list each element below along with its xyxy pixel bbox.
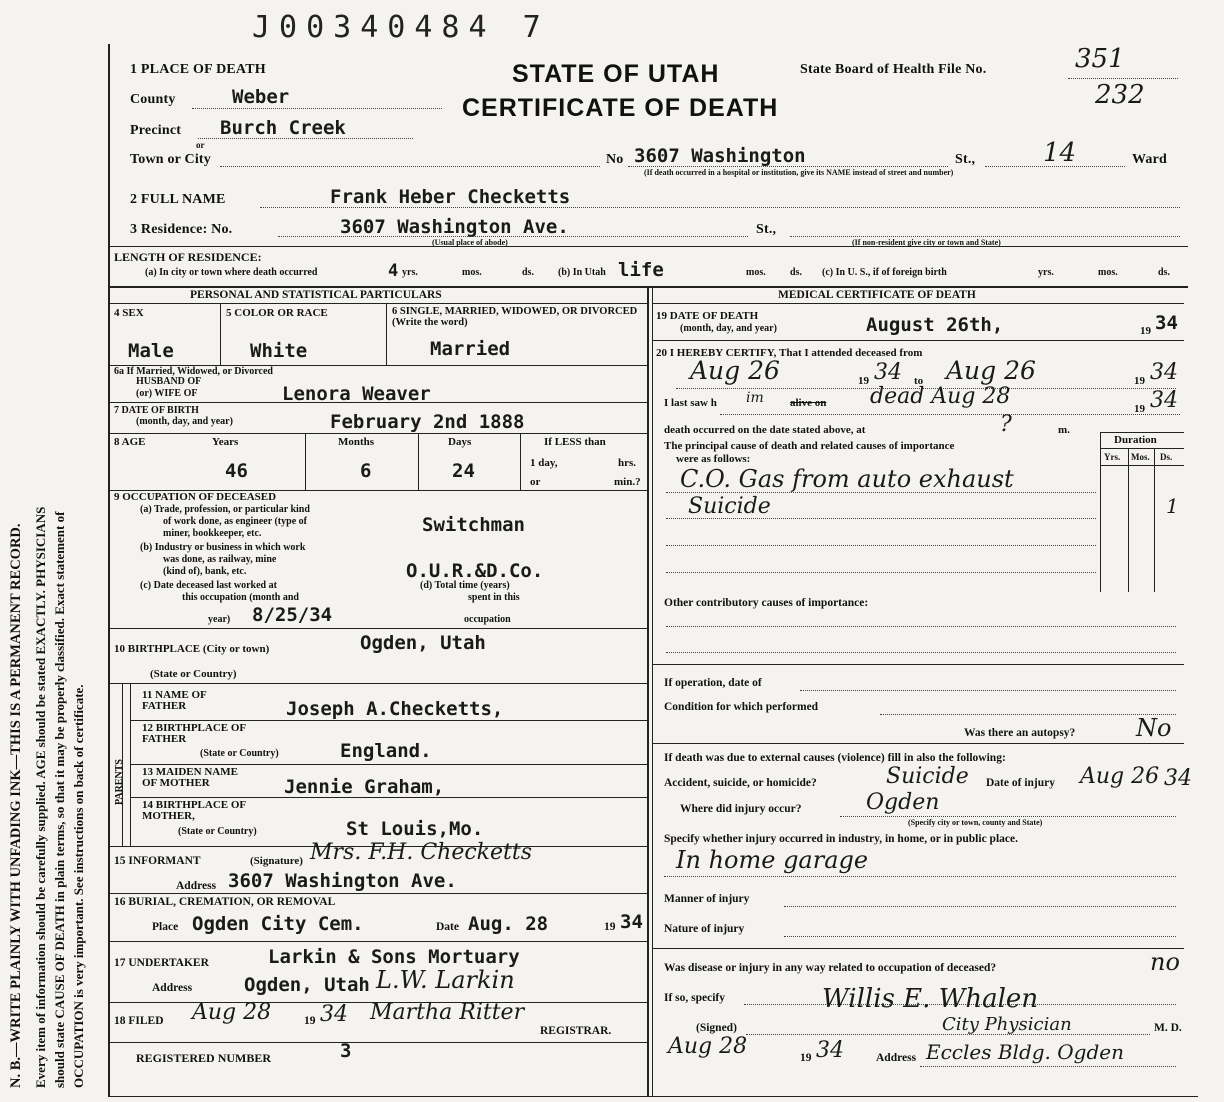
residence-value: 3607 Washington Ave. xyxy=(340,216,569,238)
mother-value: Jennie Graham, xyxy=(284,776,445,798)
county-label: County xyxy=(130,92,176,107)
spouse-value: Lenora Weaver xyxy=(282,383,431,405)
where-note: (Specify city or town, county and State) xyxy=(908,818,1043,827)
last-saw-label: I last saw h xyxy=(664,397,717,409)
burial-year-prefix: 19 xyxy=(604,921,616,933)
undertaker-signature: L.W. Larkin xyxy=(376,966,515,994)
father-birth-label: 12 BIRTHPLACE OF FATHER xyxy=(142,722,246,745)
attended-to: Aug 26 xyxy=(946,356,1036,385)
duration-mos: Mos. xyxy=(1131,452,1150,462)
yrs-label: yrs. xyxy=(402,267,418,278)
cause-1: C.O. Gas from auto exhaust xyxy=(680,465,1014,493)
external-label: If death was due to external causes (violence) fill in also the following: xyxy=(664,752,1006,764)
ward-value: 14 xyxy=(1043,138,1077,168)
burial-label: 16 BURIAL, CREMATION, OR REMOVAL xyxy=(114,896,336,908)
occurred-label: death occurred on the date stated above, at xyxy=(664,424,866,436)
sex-label: 4 SEX xyxy=(114,307,144,319)
manner-value: Suicide xyxy=(886,764,969,789)
dob-label: 7 DATE OF BIRTH xyxy=(114,405,199,416)
color-label: 5 COLOR OR RACE xyxy=(226,307,328,319)
dob-sub: (month, day, and year) xyxy=(136,416,233,427)
mos-label-2: mos. xyxy=(746,267,766,278)
nature-label: Nature of injury xyxy=(664,923,745,935)
file-number: 351 xyxy=(1075,44,1125,74)
registered-number: 3 xyxy=(340,1040,352,1062)
signature-label: (Signature) xyxy=(250,855,303,867)
related-value: no xyxy=(1150,948,1180,976)
last-saw-year-prefix: 19 xyxy=(1134,403,1145,415)
yrs-label-3: yrs. xyxy=(1038,267,1054,278)
length-b-label: (b) In Utah xyxy=(558,267,606,278)
cause-label-2: were as follows: xyxy=(676,453,751,465)
column-divider-2 xyxy=(652,286,653,1096)
condition-label: Condition for which performed xyxy=(664,701,819,713)
m-label: m. xyxy=(1058,424,1070,436)
state-title: STATE OF UTAH xyxy=(512,60,720,88)
father-birth-sub: (State or Country) xyxy=(200,748,279,759)
residence-st-label: St., xyxy=(756,222,777,237)
days-label: Days xyxy=(448,436,472,448)
undertaker-address: Ogden, Utah xyxy=(244,974,370,996)
usual-note: (Usual place of abode) xyxy=(432,238,508,247)
color-value: White xyxy=(250,340,308,362)
day-label: 1 day, xyxy=(530,457,558,469)
father-value: Joseph A.Checketts, xyxy=(286,698,504,720)
length-label: LENGTH OF RESIDENCE: xyxy=(114,250,262,264)
physician-signature: Willis E. Whalen xyxy=(822,984,1039,1014)
occ-c2: this occupation (month and xyxy=(182,592,299,603)
occ-d3: occupation xyxy=(464,614,511,625)
signed-label: (Signed) xyxy=(696,1022,737,1034)
where-value: Ogden xyxy=(866,790,940,815)
father-birth-value: England. xyxy=(340,740,432,762)
hospital-note: (If death occurred in a hospital or institution, give its NAME instead of street and number) xyxy=(644,168,954,177)
ifso-label: If so, specify xyxy=(664,992,726,1004)
specify-value: In home garage xyxy=(676,846,869,874)
file-number-2: 232 xyxy=(1095,80,1145,110)
side-note-2: Every item of information should be carefully supplied. AGE should be stated EXACTLY. PHYSICIANS xyxy=(33,506,48,1088)
mos-label: mos. xyxy=(462,267,482,278)
st-label: St., xyxy=(955,152,976,167)
length-c-label: (c) In U. S., if of foreign birth xyxy=(822,267,947,278)
registrar-signature: Martha Ritter xyxy=(370,1000,525,1025)
undertaker-address-label: Address xyxy=(152,982,193,994)
attended-to-year: 34 xyxy=(1150,360,1178,385)
occ-b2: was done, as railway, mine xyxy=(163,554,277,565)
informant-signature: Mrs. F.H. Checketts xyxy=(310,840,532,865)
years-label: Years xyxy=(212,436,239,448)
injury-year: 34 xyxy=(1164,766,1192,791)
filed-label: 18 FILED xyxy=(114,1015,164,1027)
burial-date-label: Date xyxy=(436,921,459,933)
operation-label: If operation, date of xyxy=(664,677,762,689)
undertaker-label: 17 UNDERTAKER xyxy=(114,957,209,969)
sex-value: Male xyxy=(128,340,174,362)
birthplace-value: Ogden, Utah xyxy=(360,632,486,654)
certificate-title: CERTIFICATE OF DEATH xyxy=(462,94,779,122)
cause-label-1: The principal cause of death and related causes of importance xyxy=(664,440,955,452)
mother-label: 13 MAIDEN NAME OF MOTHER xyxy=(142,766,238,789)
residence-label: 3 Residence: No. xyxy=(130,222,233,237)
attended-from-year: 34 xyxy=(874,360,902,385)
divider-residence xyxy=(108,246,1188,247)
ds-label-3: ds. xyxy=(1158,267,1170,278)
spouse-label-2: HUSBAND OF xyxy=(136,376,202,387)
last-worked-value: 8/25/34 xyxy=(252,604,333,626)
dod-value: August 26th, xyxy=(866,314,1004,336)
attended-from-year-prefix: 19 xyxy=(858,375,869,387)
filed-year: 34 xyxy=(320,1002,348,1027)
dod-year-prefix: 19 xyxy=(1140,325,1151,337)
medical-heading: MEDICAL CERTIFICATE OF DEATH xyxy=(778,289,976,301)
informant-address: 3607 Washington Ave. xyxy=(228,870,457,892)
occurred-time: ? xyxy=(1000,412,1012,437)
marital-label-text: 6 SINGLE, MARRIED, WIDOWED, OR DIVORCED (Write the word) xyxy=(392,306,638,328)
last-saw-year: 34 xyxy=(1150,388,1178,413)
physician-address-label: Address xyxy=(876,1052,917,1064)
certify-label: 20 I HEREBY CERTIFY, That I attended deceased from xyxy=(656,347,923,359)
burial-place: Ogden City Cem. xyxy=(192,913,364,935)
months-label: Months xyxy=(338,436,375,448)
occ-a1: (a) Trade, profession, or particular kind xyxy=(140,504,310,515)
cause-2: Suicide xyxy=(688,494,771,519)
nonresident-note: (If non-resident give city or town and State) xyxy=(852,238,1001,247)
dob-value: February 2nd 1888 xyxy=(330,411,525,433)
no-label: No xyxy=(606,152,624,167)
attended-to-year-prefix: 19 xyxy=(1134,375,1145,387)
father-label: 11 NAME OF FATHER xyxy=(142,689,207,712)
ds-label: ds. xyxy=(522,267,534,278)
attended-from: Aug 26 xyxy=(690,356,780,385)
related-label: Was disease or injury in any way related to occupation of deceased? xyxy=(664,962,997,974)
industry-value: O.U.R.&D.Co. xyxy=(406,560,544,582)
column-divider xyxy=(647,286,649,1096)
hrs-label: hrs. xyxy=(618,457,637,469)
county-value: Weber xyxy=(232,86,290,108)
ds-label-2: ds. xyxy=(790,267,802,278)
or-label: or xyxy=(196,140,205,150)
mos-label-3: mos. xyxy=(1098,267,1118,278)
undertaker-value: Larkin & Sons Mortuary xyxy=(268,946,520,968)
spouse-label-1: 6a If Married, Widowed, or Divorced xyxy=(114,366,273,377)
age-months: 6 xyxy=(360,460,372,482)
full-name-value: Frank Heber Checketts xyxy=(330,186,571,208)
personal-heading: PERSONAL AND STATISTICAL PARTICULARS xyxy=(190,289,442,301)
dod-sub: (month, day, and year) xyxy=(680,323,777,334)
left-border xyxy=(108,44,110,1096)
document-number: J00340484 7 xyxy=(252,10,550,45)
mother-birth-value: St Louis,Mo. xyxy=(346,818,484,840)
length-a-label: (a) In city or town where death occurred xyxy=(145,267,318,278)
burial-year: 34 xyxy=(620,911,643,933)
occupation-value: Switchman xyxy=(422,514,525,536)
last-saw-value: dead Aug 28 xyxy=(870,384,1011,409)
length-years: 4 xyxy=(388,261,399,281)
informant-label: 15 INFORMANT xyxy=(114,855,201,867)
occ-b3: (kind of), bank, etc. xyxy=(163,566,247,577)
duration-yrs: Yrs. xyxy=(1104,452,1121,462)
length-utah: life xyxy=(618,259,664,281)
duration-label: Duration xyxy=(1114,434,1157,446)
place-of-death-label: 1 PLACE OF DEATH xyxy=(130,62,266,77)
marital-label xyxy=(392,306,642,328)
side-note-3: should state CAUSE OF DEATH in plain terms, so that it may be properly classified. Exact statement of xyxy=(52,511,67,1088)
file-number-label: State Board of Health File No. xyxy=(800,62,987,77)
injury-date: Aug 26 xyxy=(1080,764,1160,789)
registered-number-label: REGISTERED NUMBER xyxy=(136,1051,272,1065)
occ-a2: of work done, as engineer (type of xyxy=(163,516,307,527)
where-label: Where did injury occur? xyxy=(680,803,802,815)
less-label: If LESS than xyxy=(544,436,606,448)
occ-b1: (b) Industry or business in which work xyxy=(140,542,306,553)
last-saw-note: im xyxy=(746,390,764,406)
md-label: M. D. xyxy=(1154,1022,1182,1034)
specify-label: Specify whether injury occurred in industry, in home, or in public place. xyxy=(664,833,1018,845)
min-label: min.? xyxy=(614,476,641,488)
occ-d2: spent in this xyxy=(468,592,520,603)
state-country-label: (State or Country) xyxy=(150,668,237,680)
occupation-label: 9 OCCUPATION OF DECEASED xyxy=(114,491,277,503)
occ-d1: (d) Total time (years) xyxy=(420,580,510,591)
dod-year: 34 xyxy=(1155,312,1178,334)
occ-c1: (c) Date deceased last worked at xyxy=(140,580,277,591)
manner-label: Manner of injury xyxy=(664,893,750,905)
occ-a3: miner, bookkeeper, etc. xyxy=(163,528,262,539)
precinct-value: Burch Creek xyxy=(220,117,346,139)
mother-birth-sub: (State or Country) xyxy=(178,826,257,837)
age-label: 8 AGE xyxy=(114,436,146,448)
filed-year-prefix: 19 xyxy=(304,1015,316,1027)
sign-year-prefix: 19 xyxy=(800,1052,812,1064)
physician-title: City Physician xyxy=(942,1014,1072,1035)
age-days: 24 xyxy=(452,460,475,482)
physician-address: Eccles Bldg. Ogden xyxy=(926,1040,1124,1064)
filed-date: Aug 28 xyxy=(192,1000,272,1025)
alive-label: alive on xyxy=(790,397,827,409)
cause-2-duration: 1 xyxy=(1166,494,1179,518)
autopsy-value: No xyxy=(1136,714,1172,742)
parents-label: PARENTS xyxy=(114,759,125,805)
to-label: to xyxy=(914,375,924,387)
birthplace-label: 10 BIRTHPLACE (City or town) xyxy=(114,643,270,655)
side-note-4: OCCUPATION is very important. See instructions on back of certificate. xyxy=(71,684,86,1088)
death-address: 3607 Washington xyxy=(634,145,806,167)
marital-value: Married xyxy=(430,338,511,360)
occ-c3: year) xyxy=(208,614,231,625)
duration-ds: Ds. xyxy=(1160,452,1173,462)
ward-label: Ward xyxy=(1132,152,1168,167)
autopsy-label: Was there an autopsy? xyxy=(964,727,1076,739)
town-label: Town or City xyxy=(130,152,211,167)
mother-birth-label: 14 BIRTHPLACE OF MOTHER, xyxy=(142,799,246,822)
full-name-label: 2 FULL NAME xyxy=(130,192,226,207)
sign-date: Aug 28 xyxy=(668,1034,748,1059)
registrar-label: REGISTRAR. xyxy=(540,1025,612,1037)
or-age-label: or xyxy=(530,476,541,488)
dod-label: 19 DATE OF DEATH xyxy=(656,310,759,322)
accident-label: Accident, suicide, or homicide? xyxy=(664,777,817,789)
precinct-label: Precinct xyxy=(130,123,182,138)
burial-place-label: Place xyxy=(152,921,179,933)
side-note-1: N. B.—WRITE PLAINLY WITH UNFADING INK—THIS IS A PERMANENT RECORD. xyxy=(8,523,24,1088)
injury-date-label: Date of injury xyxy=(986,777,1055,789)
contrib-label: Other contributory causes of importance: xyxy=(664,597,869,609)
spouse-label-3: (or) WIFE OF xyxy=(136,388,198,399)
burial-date: Aug. 28 xyxy=(468,913,549,935)
sign-year: 34 xyxy=(816,1038,844,1063)
bottom-border xyxy=(108,1096,1198,1097)
age-years: 46 xyxy=(225,460,248,482)
informant-address-label: Address xyxy=(176,880,217,892)
